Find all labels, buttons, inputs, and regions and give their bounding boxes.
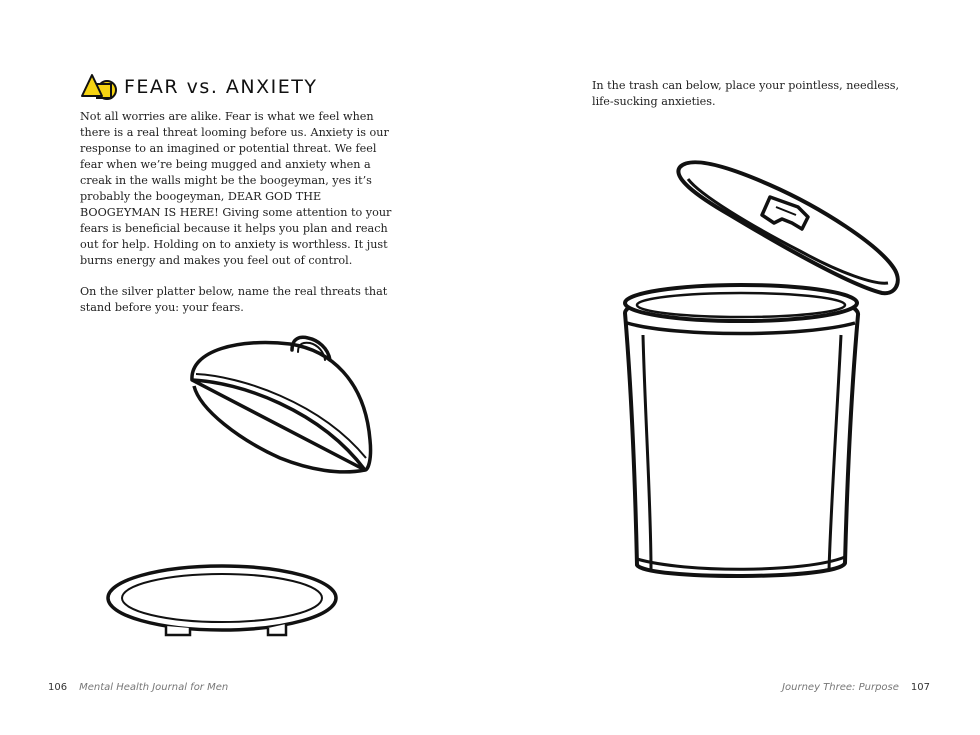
trash-can-illustration <box>615 275 865 600</box>
running-title: Mental Health Journal for Men <box>79 682 229 693</box>
cloche-lid-illustration <box>180 330 380 480</box>
right-page <box>490 0 980 735</box>
page-number: 106 <box>48 682 68 693</box>
trash-prompt: In the trash can below, place your pointless, needless, life-sucking anxieties. <box>592 79 900 108</box>
platter-illustration <box>100 560 345 645</box>
running-title: Journey Three: Purpose <box>782 682 899 693</box>
footer-left <box>48 682 228 693</box>
shapes-icon <box>80 72 118 102</box>
section-heading <box>80 72 317 102</box>
platter-prompt: On the silver platter below, name the real threats that stand before you: your fears. <box>80 285 388 314</box>
page-title: FEAR vs. ANXIETY <box>124 76 318 98</box>
footer-right <box>782 682 930 693</box>
page-number: 107 <box>910 682 930 693</box>
intro-paragraph: Not all worries are alike. Fear is what we feel when there is a real threat looming before us. Anxiety is our response to an imagined or potential threat. We feel fear when we’re being mugged and anxiety when a creak in the walls might be the boogeyman, yes it’s probably the boogeyman, DEAR GOD THE BOOGEYMAN IS HERE! Giving some attention to your fears is beneficial because it helps you plan and reach out for help. Holding on to anxiety is worthless. It just burns energy and makes you feel out of control. <box>80 110 392 267</box>
